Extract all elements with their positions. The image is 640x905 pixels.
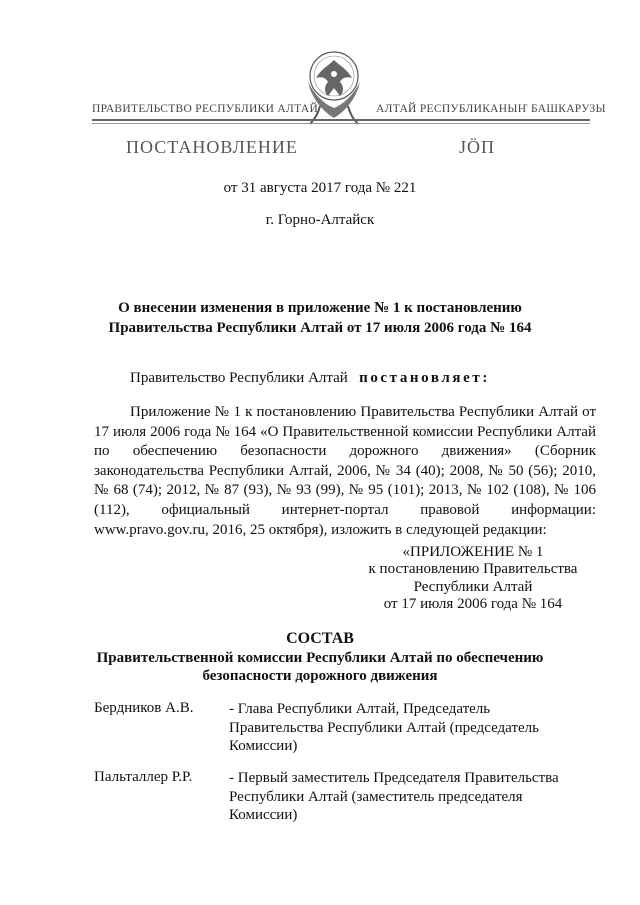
city: г. Горно-Алтайск <box>265 212 375 228</box>
body-paragraph: Приложение № 1 к постановлению Правительства Республики Алтай от 17 июля 2006 года № 164 «О Правительственной комиссии Республики Алтай по обеспечению безопасности дорожного движения» (Сборник законодательства Республики Алтай, 2006, № 34 (40); 2008, № 50 (56); 2010, № 68 (74); 2012, № 87 (93), № 93 (99), № 95 (101); 2013, № 102 (108), № 106 (112), официальный интернет-портал правовой информации: www.pravo.gov.ru, 2016, 25 октября), изложить в следующей редакции: <box>94 404 596 538</box>
header-org-right: АЛТАЙ РЕСПУБЛИКАНЫҤ БАШКАРУЗЫ <box>376 103 606 115</box>
appendix-line-1: «ПРИЛОЖЕНИЕ № 1 <box>402 544 544 560</box>
doc-type-alt: JÖП <box>459 137 496 157</box>
appendix-line-2: к постановлению Правительства <box>368 561 578 578</box>
date-number: от 31 августа 2017 года № 221 <box>223 180 417 196</box>
member-role-line: Комиссии) <box>229 738 298 754</box>
header-org-left: ПРАВИТЕЛЬСТВО РЕСПУБЛИКИ АЛТАЙ <box>92 103 319 115</box>
member-name: Пальталлер Р.Р. <box>94 769 193 785</box>
member-role <box>229 700 599 756</box>
decree-verb: постановляет: <box>359 370 490 386</box>
composition-title: СОСТАВ <box>286 630 354 647</box>
decree-subject: Правительство Республики Алтай <box>130 370 348 386</box>
member-role-line: Комиссии) <box>229 807 298 823</box>
composition-subtitle-1: Правительственной комиссии Республики Алтай по обеспечению <box>96 650 544 666</box>
subject-line-1: О внесении изменения в приложение № 1 к постановлению <box>118 300 522 316</box>
member-role-line: - Глава Республики Алтай, Председатель <box>229 701 491 717</box>
appendix-line-3: Республики Алтай <box>413 578 533 595</box>
member-role-line: - Первый заместитель Председателя Правительства <box>229 770 559 786</box>
member-role <box>229 769 599 825</box>
subject-line-2: Правительства Республики Алтай от 17 июля 2006 года № 164 <box>108 320 532 336</box>
coat-of-arms-emblem <box>298 48 370 130</box>
header-rule-thin <box>92 123 590 124</box>
member-role-line: Правительства Республики Алтай (председатель <box>229 719 539 736</box>
appendix-line-4: от 17 июля 2006 года № 164 <box>383 596 563 613</box>
header-rule-thick <box>92 119 590 121</box>
composition-subtitle-2: безопасности дорожного движения <box>202 668 438 684</box>
doc-type-ru: ПОСТАНОВЛЕНИЕ <box>126 137 298 157</box>
appendix-block <box>340 544 606 614</box>
member-role-line: Республики Алтай (заместитель председателя <box>229 788 523 805</box>
decree-statement <box>130 370 490 387</box>
member-name: Бердников А.В. <box>94 700 194 716</box>
